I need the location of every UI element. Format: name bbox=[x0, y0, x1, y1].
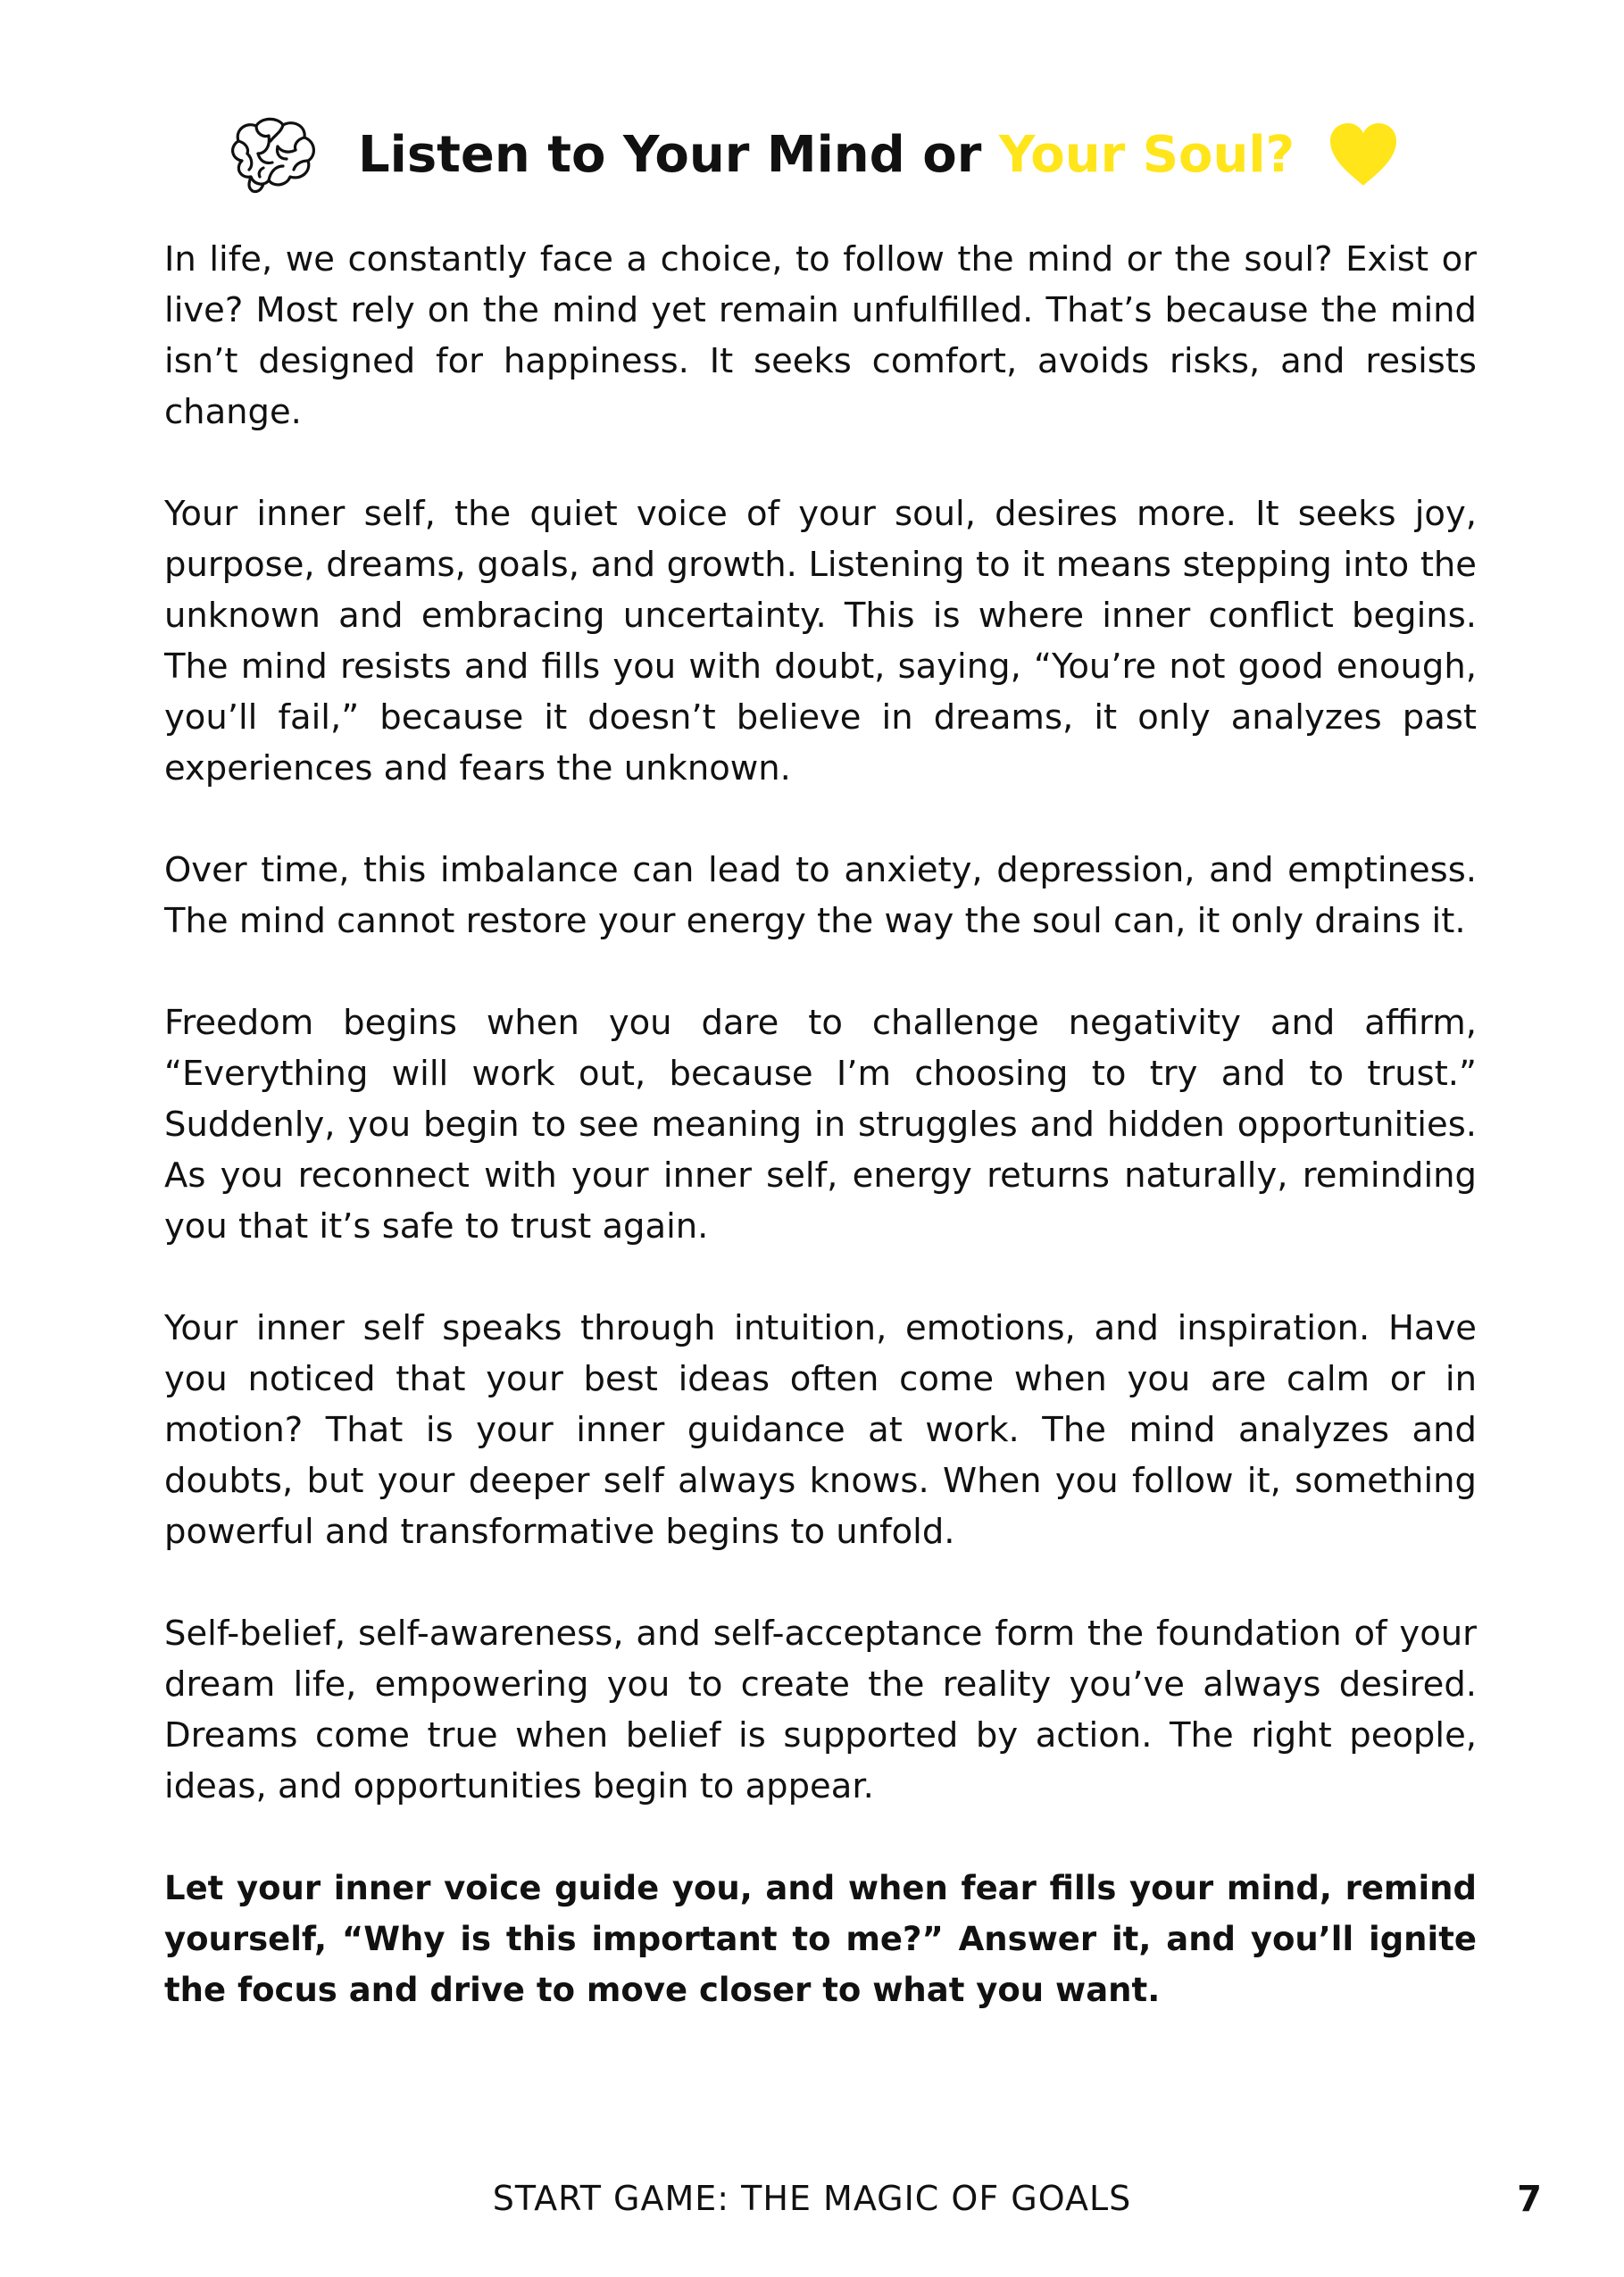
closing-paragraph: Let your inner voice guide you, and when fear fills your mind, remind yourself, “Why is this important to me?” Answer it, and you’ll ignite the focus and drive to move closer to what you want. bbox=[164, 1869, 1477, 2009]
paragraph-5: Your inner self speaks through intuition, emotions, and inspiration. Have you noticed that your best ideas often come when you are calm or in motion? That is your inner guidance at work. The mind analyzes and doubts, but your deeper self always knows. When you follow it, something powerful and transformative begins to unfold. bbox=[164, 1308, 1477, 1552]
paragraph-2: Your inner self, the quiet voice of your soul, desires more. It seeks joy, purpose, dreams, goals, and growth. Listening to it means stepping into the unknown and embracing uncertainty. This is where inner conflict begins. The mind resists and fills you with doubt, saying, “You’re not good enough, you’ll fail,” because it doesn’t believe in dreams, it only analyzes past experiences and fears the unknown. bbox=[164, 494, 1477, 788]
heart-icon bbox=[1327, 121, 1400, 188]
footer-book-title: START GAME: THE MAGIC OF GOALS bbox=[492, 2179, 1132, 2218]
body-text bbox=[164, 234, 1477, 2066]
paragraph-6: Self-belief, self-awareness, and self-acceptance form the foundation of your dream life, empowering you to create the reality you’ve always desired. Dreams come true when belief is supported by action. The right people, ideas, and opportunities begin to appear. bbox=[164, 1614, 1477, 1806]
brain-icon bbox=[224, 114, 322, 195]
page-number: 7 bbox=[1517, 2179, 1542, 2220]
paragraph-4: Freedom begins when you dare to challenge negativity and affirm, “Everything will work out, because I’m choosing to try and to trust.” Suddenly, you begin to see meaning in struggles and hidden opportunities. As you reconnect with your inner self, energy returns naturally, reminding you that it’s safe to trust again. bbox=[164, 1003, 1477, 1247]
title-main: Listen to Your Mind or bbox=[357, 125, 999, 184]
title-accent: Your Soul? bbox=[998, 125, 1295, 184]
paragraph-3: Over time, this imbalance can lead to anxiety, depression, and emptiness. The mind cannot restore your energy the way the soul can, it only drains it. bbox=[164, 850, 1477, 941]
title-row bbox=[0, 105, 1624, 204]
paragraph-1: In life, we constantly face a choice, to follow the mind or the soul? Exist or live? Most rely on the mind yet remain unfulfilled. That’s because the mind isn’t designed for happiness. It seeks comfort, avoids risks, and resists change. bbox=[164, 239, 1477, 432]
page-title bbox=[358, 126, 1295, 184]
